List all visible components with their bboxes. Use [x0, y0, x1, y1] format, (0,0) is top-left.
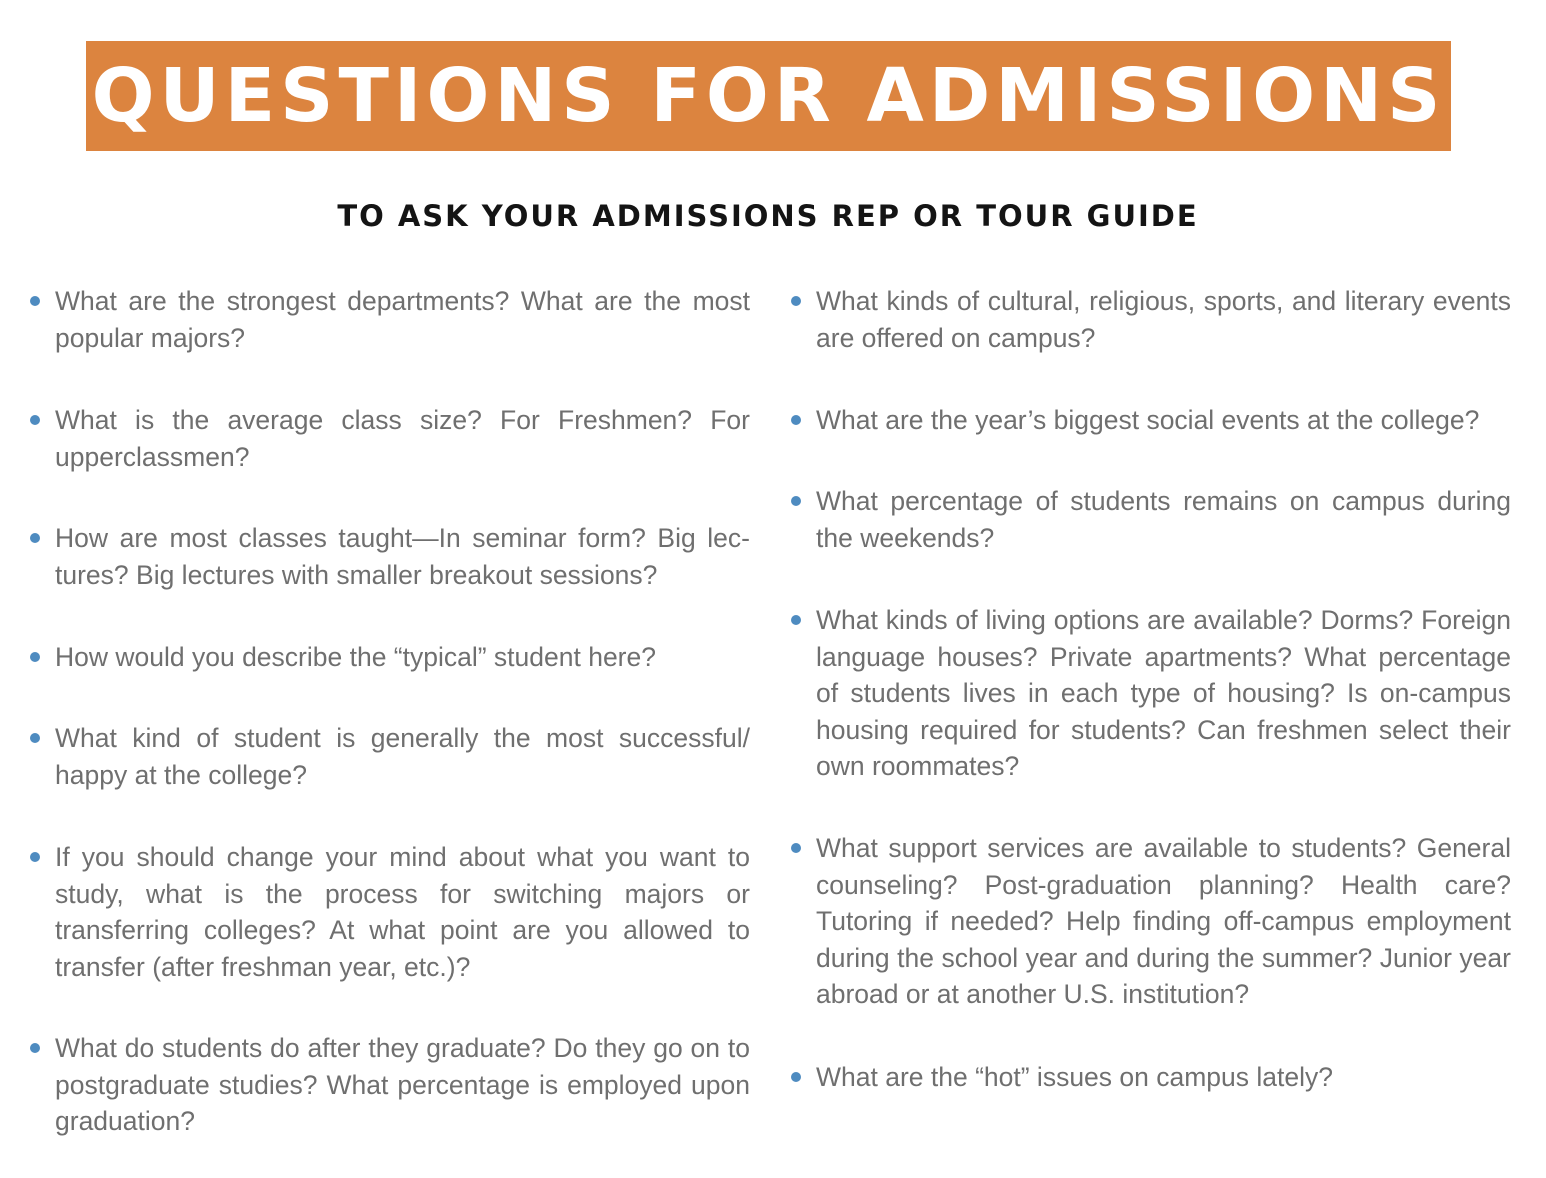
- bullet-icon: [30, 533, 40, 543]
- bullet-icon: [30, 733, 40, 743]
- list-item: [791, 830, 1511, 1013]
- question-text: What is the average class size? For Freshmen? For upperclassmen?: [55, 405, 750, 472]
- list-item: [30, 402, 750, 475]
- list-item: [30, 520, 750, 593]
- list-item: [791, 283, 1511, 356]
- question-text: What kinds of cultural, religious, sports, and literary events are offered on campus?: [816, 286, 1511, 353]
- bullet-icon: [791, 296, 801, 306]
- question-text: What kinds of living options are available? Dorms? Foreign language houses? Private apartments? What percentage of students lives in each type of housing? Is on-campus housing required for students? Can freshmen select their own roommates?: [816, 605, 1511, 781]
- bullet-icon: [791, 615, 801, 625]
- list-item: [30, 1030, 750, 1140]
- list-item: [30, 720, 750, 793]
- bullet-icon: [30, 1043, 40, 1053]
- question-text: What kind of student is generally the most successful/ happy at the college?: [55, 723, 750, 790]
- bullet-icon: [791, 415, 801, 425]
- question-text: What are the strongest departments? What are the most popular majors?: [55, 286, 750, 353]
- question-text: What are the “hot” issues on campus lately?: [816, 1062, 1333, 1092]
- list-item: [30, 639, 750, 676]
- bullet-icon: [30, 296, 40, 306]
- question-text: What are the year’s biggest social events at the college?: [816, 405, 1480, 435]
- title-banner: [86, 41, 1451, 151]
- question-text: How are most classes taught—In seminar form? Big lectures? Big lectures with smaller breakout sessions?: [55, 523, 750, 590]
- page-subtitle: TO ASK YOUR ADMISSIONS REP OR TOUR GUIDE: [337, 199, 1199, 233]
- question-text: What percentage of students remains on campus during the weekends?: [816, 486, 1511, 553]
- list-item: [30, 839, 750, 985]
- bullet-icon: [791, 496, 801, 506]
- question-text: What support services are available to students? General counseling? Post-graduation planning? Health care? Tutoring if needed? Help finding off-campus employment during the school year and during the summer? Junior year abroad or at another U.S. institution?: [816, 833, 1511, 1009]
- question-text: If you should change your mind about what you want to study, what is the process for switching majors or transferring colleges? At what point are you allowed to transfer (after freshman year, etc.)?: [55, 842, 750, 982]
- bullet-icon: [30, 415, 40, 425]
- list-item: [30, 283, 750, 356]
- list-item: [791, 1059, 1511, 1096]
- bullet-icon: [791, 843, 801, 853]
- question-text: How would you describe the “typical” student here?: [55, 642, 656, 672]
- bullet-icon: [791, 1072, 801, 1082]
- bullet-icon: [30, 652, 40, 662]
- list-item: [791, 402, 1511, 439]
- list-item: [791, 483, 1511, 556]
- page-title: QUESTIONS FOR ADMISSIONS: [91, 53, 1446, 139]
- list-item: [791, 602, 1511, 785]
- bullet-icon: [30, 852, 40, 862]
- question-text: What do students do after they graduate? Do they go on to postgraduate studies? What percentage is employed upon graduation?: [55, 1033, 750, 1136]
